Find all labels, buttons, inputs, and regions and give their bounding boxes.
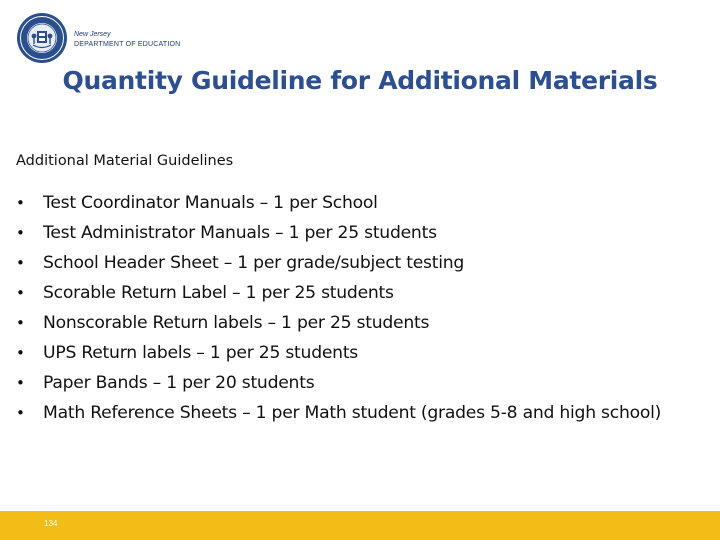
agency-name (74, 30, 180, 50)
page-title: Quantity Guideline for Additional Materials (62, 66, 658, 95)
agency-department: DEPARTMENT OF EDUCATION (74, 41, 181, 48)
list-item (16, 338, 706, 368)
list-item (16, 398, 706, 428)
slide-number: 134 (44, 519, 58, 528)
bullet-icon: • (16, 344, 25, 362)
footer-bar (0, 511, 720, 540)
bullet-icon: • (16, 254, 25, 272)
list-item-text: School Header Sheet – 1 per grade/subject testing (43, 253, 465, 273)
list-item (16, 218, 706, 248)
header (16, 12, 180, 64)
list-item (16, 278, 706, 308)
list-item-text: Test Administrator Manuals – 1 per 25 students (43, 223, 437, 243)
list-item (16, 248, 706, 278)
list-item-text: Math Reference Sheets – 1 per Math student (grades 5-8 and high school) (43, 403, 662, 423)
list-item (16, 188, 706, 218)
guideline-list (16, 188, 706, 428)
list-item-text: Nonscorable Return labels – 1 per 25 students (43, 313, 430, 333)
list-item-text: Scorable Return Label – 1 per 25 students (43, 283, 394, 303)
bullet-icon: • (16, 374, 25, 392)
bullet-icon: • (16, 284, 25, 302)
agency-state: New Jersey (74, 31, 111, 38)
bullet-icon: • (16, 314, 25, 332)
section-subtitle: Additional Material Guidelines (16, 153, 234, 169)
list-item-text: Test Coordinator Manuals – 1 per School (43, 193, 378, 213)
nj-state-seal-icon (16, 12, 68, 64)
bullet-icon: • (16, 224, 25, 242)
list-item-text: UPS Return labels – 1 per 25 students (43, 343, 359, 363)
bullet-icon: • (16, 194, 25, 212)
list-item (16, 368, 706, 398)
bullet-icon: • (16, 404, 25, 422)
list-item (16, 308, 706, 338)
list-item-text: Paper Bands – 1 per 20 students (43, 373, 315, 393)
